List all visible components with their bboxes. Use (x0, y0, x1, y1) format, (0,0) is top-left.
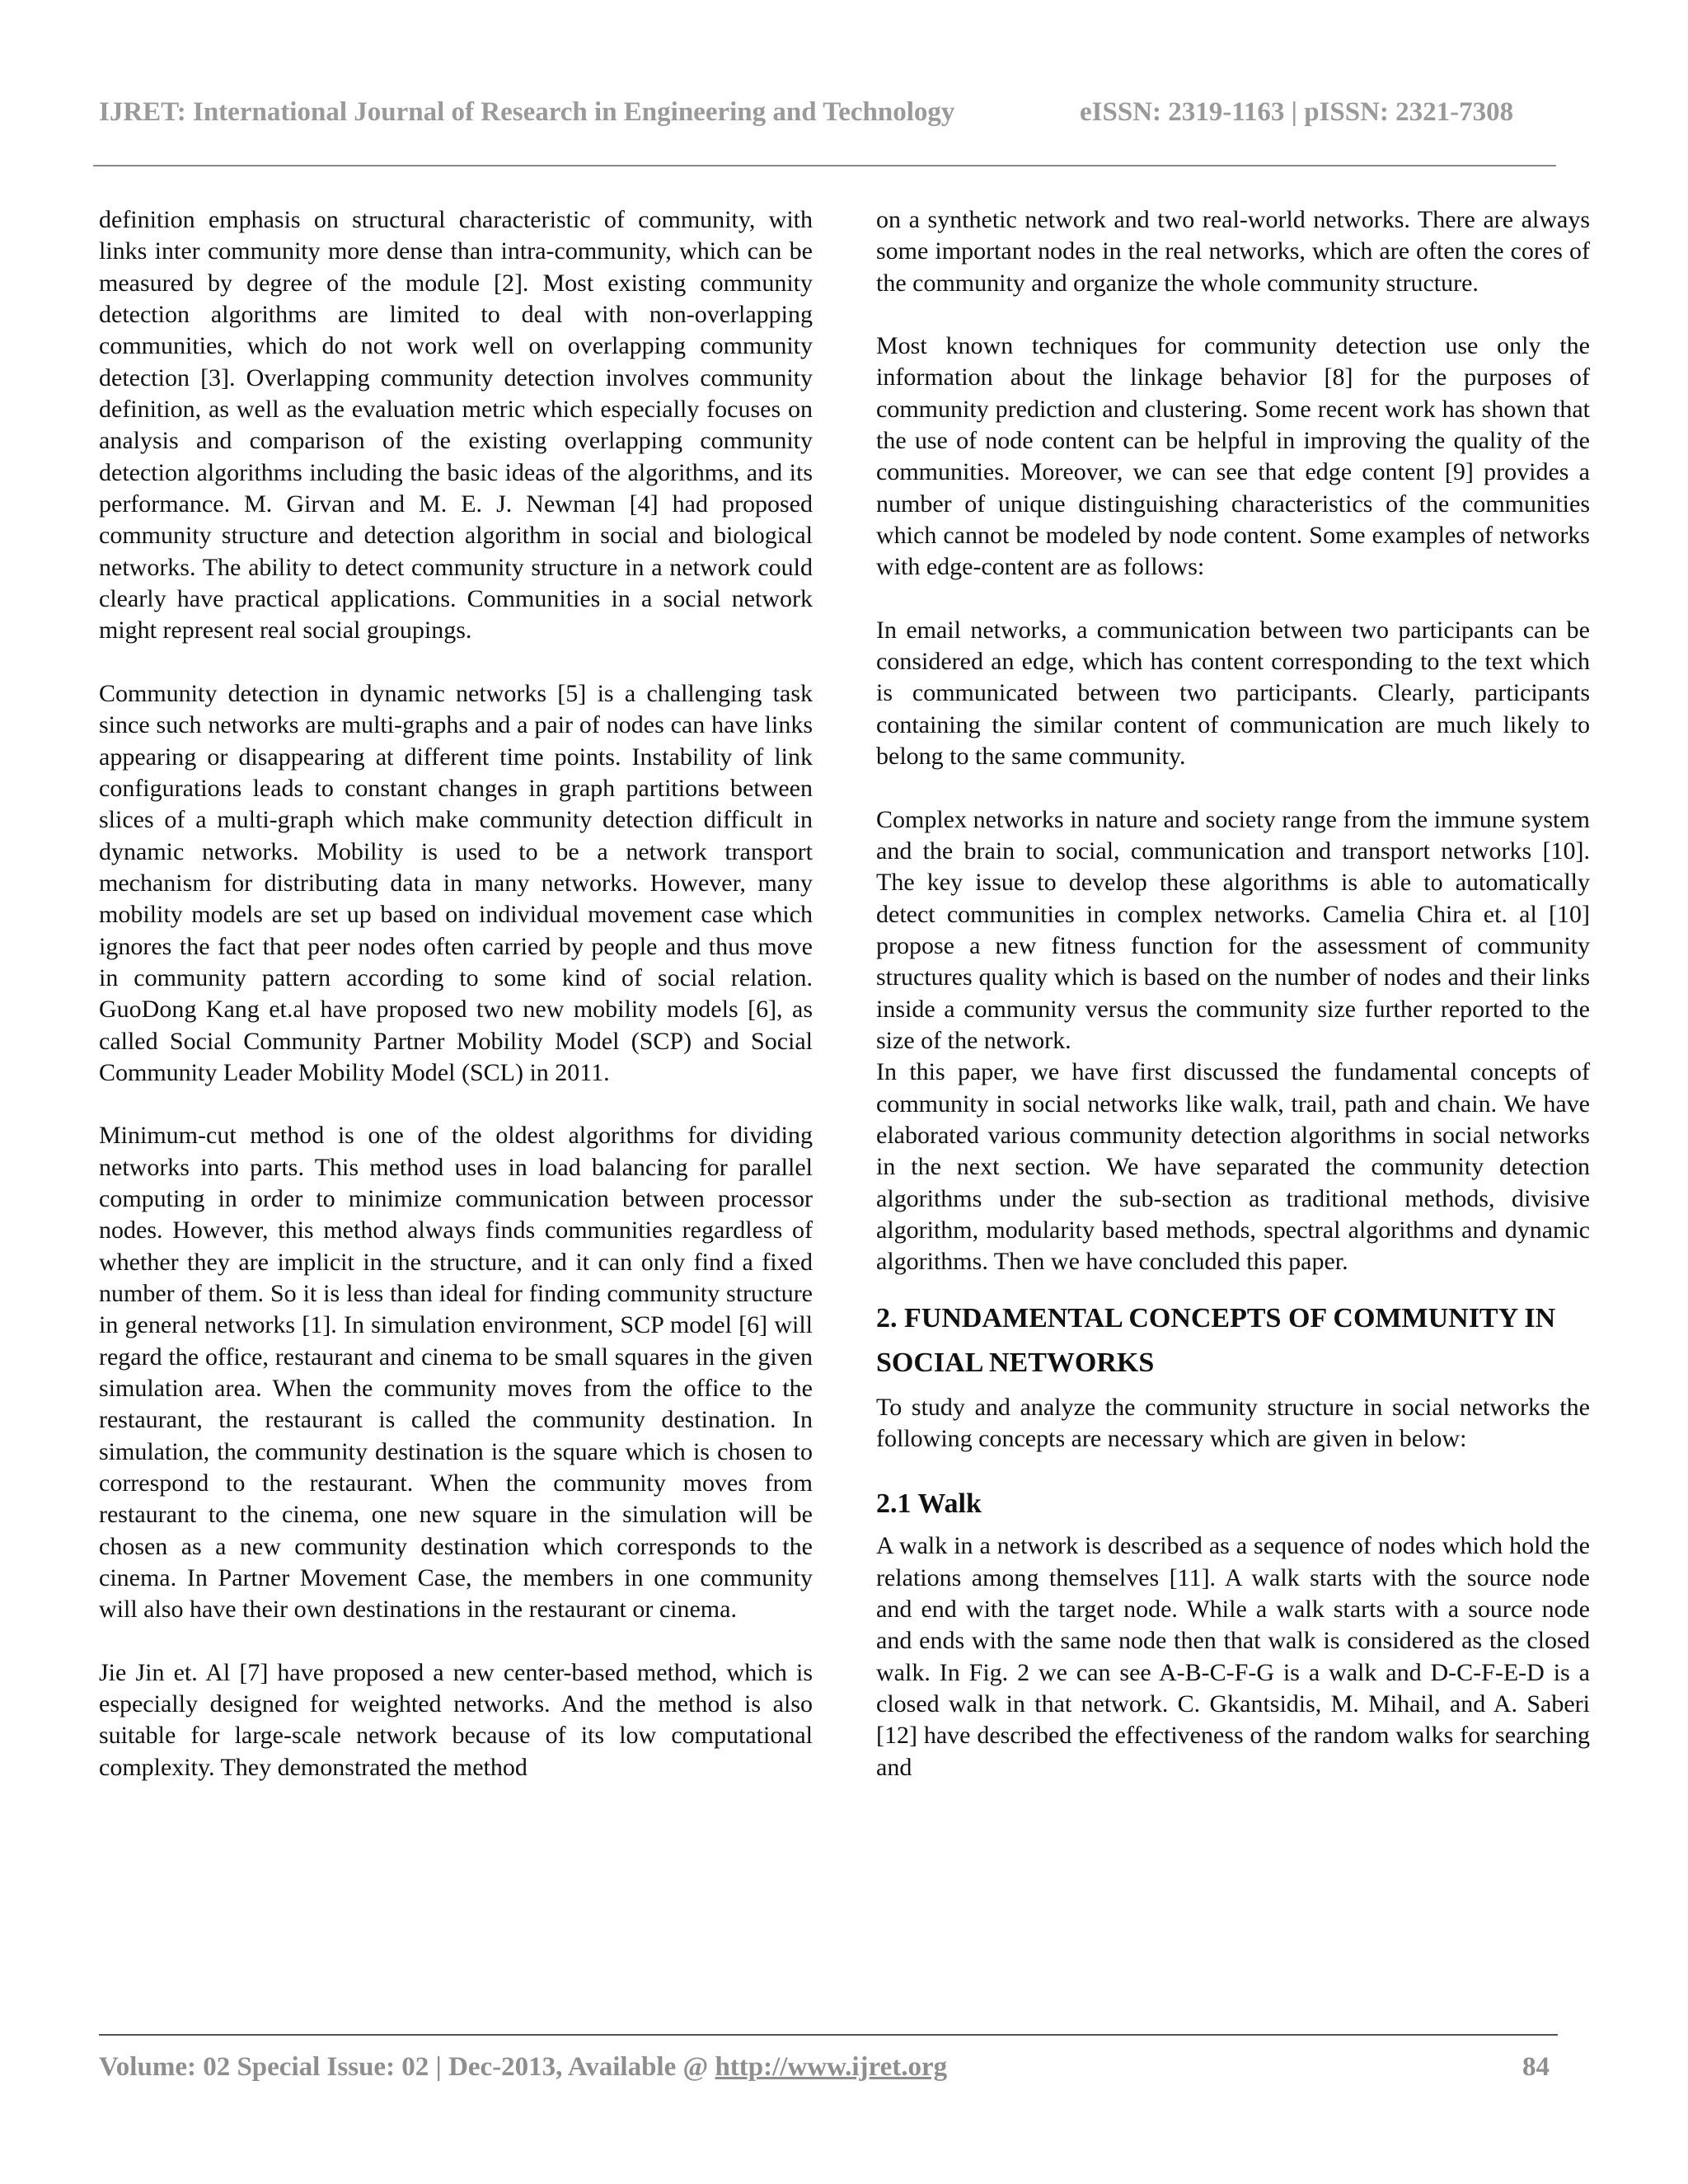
paragraph: definition emphasis on structural characteristic of community, with links inter community more dense than intra-community, which can be measured by degree of the module [2]. Most existing community detection algorithms are limited to deal with non-overlapping communities, which do not work well on overlapping community detection [3]. Overlapping community detection involves community definition, as well as the evaluation metric which especially focuses on analysis and comparison of the existing overlapping community detection algorithms including the basic ideas of the algorithms, and its performance. M. Girvan and M. E. J. Newman [4] had proposed community structure and detection algorithm in social and biological networks. The ability to detect community structure in a network could clearly have practical applications. Communities in a social network might represent real social groupings. (99, 206, 813, 644)
header-divider (93, 165, 1556, 166)
paragraph: Jie Jin et. Al [7] have proposed a new center-based method, which is especially designed for weighted networks. And the method is also suitable for large-scale network because of its low computational complexity. They demonstrated the method (99, 1658, 813, 1781)
paragraph: Complex networks in nature and society range from the immune system and the brain to social, communication and transport networks [10]. The key issue to develop these algorithms is able to automatically detect communities in complex networks. Camelia Chira et. al [10] propose a new fitness function for the assessment of community structures quality which is based on the number of nodes and their links inside a community versus the community size further reported to the size of the network. (876, 805, 1590, 1054)
footer-volume (99, 2052, 947, 2083)
paragraph: Most known techniques for community detection use only the information about the linkage behavior [8] for the purposes of community prediction and clustering. Some recent work has shown that the use of node content can be helpful in improving the quality of the communities. Moreover, we can see that edge content [9] provides a number of unique distinguishing characteristics of the communities which cannot be modeled by node content. Some examples of networks with edge-content are as follows: (876, 332, 1590, 581)
page-footer (99, 2052, 1550, 2093)
footer-volume-text: Volume: 02 Special Issue: 02 | Dec-2013, Available @ (99, 2052, 715, 2082)
paragraph: A walk in a network is described as a sequence of nodes which hold the relations among themselves [11]. A walk starts with the source node and end with the target node. While a walk starts with a source node and ends with the same node then that walk is considered as the closed walk. In Fig. 2 we can see A-B-C-F-G is a walk and D-C-F-E-D is a closed walk in that network. C. Gkantsidis, M. Mihail, and A. Saberi [12] have described the effectiveness of the random walks for searching and (876, 1532, 1590, 1781)
right-column (876, 204, 1590, 1783)
subsection-heading: 2.1 Walk (876, 1488, 982, 1520)
paragraph: In this paper, we have first discussed the fundamental concepts of community in social networks like walk, trail, path and chain. We have elaborated various community detection algorithms in social networks in the next section. We have separated the community detection algorithms under the sub-section as traditional methods, divisive algorithm, modularity based methods, spectral algorithms and dynamic algorithms. Then we have concluded this paper. (876, 1058, 1590, 1276)
paragraph: on a synthetic network and two real-world networks. There are always some important nodes in the real networks, which are often the cores of the community and organize the whole community structure. (876, 206, 1590, 297)
footer-divider (99, 2034, 1558, 2036)
journal-link[interactable]: http://www.ijret.org (715, 2052, 948, 2082)
paragraph: Minimum-cut method is one of the oldest algorithms for dividing networks into parts. This method uses in load balancing for parallel computing in order to minimize communication between processor nodes. However, this method always finds communities regardless of whether they are implicit in the structure, and it can only find a fixed number of them. So it is less than ideal for finding community structure in general networks [1]. In simulation environment, SCP model [6] will regard the office, restaurant and cinema to be small squares in the given simulation area. When the community moves from the office to the restaurant, the restaurant is called the community destination. In simulation, the community destination is the square which is chosen to correspond to the restaurant. When the community moves from restaurant to the cinema, one new square in the simulation will be chosen as a new community destination which corresponds to the cinema. In Partner Movement Case, the members in one community will also have their own destinations in the restaurant or cinema. (99, 1122, 813, 1624)
issn-info: eISSN: 2319-1163 | pISSN: 2321-7308 (1080, 97, 1514, 127)
paragraph: To study and analyze the community structure in social networks the following concepts are necessary which are given in below: (876, 1393, 1590, 1452)
left-column (99, 204, 813, 1783)
page-header (99, 97, 1550, 138)
journal-title: IJRET: International Journal of Research in Engineering and Technology (99, 97, 955, 127)
paragraph: In email networks, a communication between two participants can be considered an edge, which has content corresponding to the text which is communicated between two participants. Clearly, participants containing the similar content of communication are much likely to belong to the same community. (876, 616, 1590, 771)
section-heading: 2. FUNDAMENTAL CONCEPTS OF COMMUNITY IN SOCIAL NETWORKS (876, 1302, 1556, 1378)
page-number: 84 (1522, 2052, 1550, 2082)
paragraph: Community detection in dynamic networks [5] is a challenging task since such networks are multi-graphs and a pair of nodes can have links appearing or disappearing at different time points. Instability of link configurations leads to constant changes in graph partitions between slices of a multi-graph which make community detection difficult in dynamic networks. Mobility is used to be a network transport mechanism for distributing data in many networks. However, many mobility models are set up based on individual movement case which ignores the fact that peer nodes often carried by people and thus move in community pattern according to some kind of social relation. GuoDong Kang et.al have proposed two new mobility models [6], as called Social Community Partner Mobility Model (SCP) and Social Community Leader Mobility Model (SCL) in 2011. (99, 679, 813, 1086)
